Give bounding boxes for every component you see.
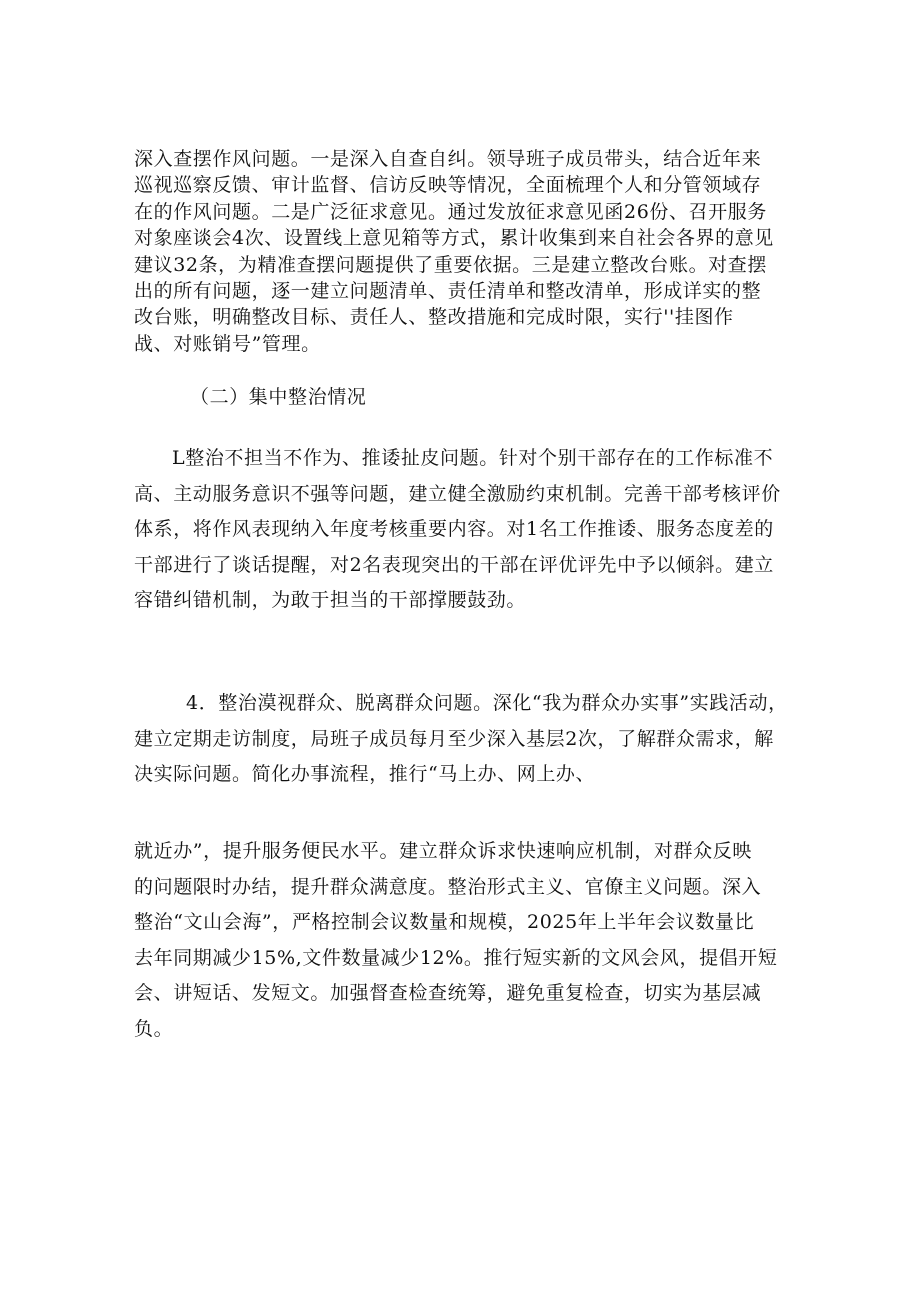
paragraph-line: 建议32条，为精准查摆问题提供了重要依据。三是建立整改台账。对查摆	[134, 253, 767, 276]
paragraph-line: 高、主动服务意识不强等问题，建立健全激励约束机制。完善干部考核评价	[134, 482, 781, 505]
paragraph-line: 决实际问题。简化办事流程，推行“马上办、网上办、	[134, 763, 596, 786]
paragraph-line: 建立定期走访制度，局班子成员每月至少深入基层2次，了解群众需求，解	[134, 727, 774, 750]
paragraph-line: 的问题限时办结，提升群众满意度。整治形式主义、官僚主义问题。深入	[134, 875, 762, 898]
paragraph-line: 负。	[134, 1017, 174, 1040]
paragraph-line: 去年同期减少15%,文件数量减少12%。推行短实新的文风会风，提倡开短	[134, 946, 778, 969]
paragraph-rectification-masses	[134, 686, 788, 793]
paragraph-line: L整治不担当不作为、推诿扯皮问题。针对个别干部存在的工作标准不	[172, 447, 774, 469]
paragraph-investigation	[134, 146, 774, 357]
paragraph-rectification-formalism	[134, 834, 778, 1048]
paragraph-line: 就近办”，提升服务便民水平。建立群众诉求快速响应机制，对群众反映	[134, 840, 752, 862]
paragraph-line: 整治“文山会海”，严格控制会议数量和规模，2025年上半年会议数量比	[134, 911, 755, 934]
paragraph-line: 出的所有问题，逐一建立问题清单、责任清单和整改清单，形成详实的整	[134, 280, 762, 303]
paragraph-line: 干部进行了谈话提醒，对2名表现突出的干部在评优评先中予以倾斜。建立	[134, 553, 774, 576]
paragraph-line: 会、讲短话、发短文。加强督查检查统筹，避免重复检查，切实为基层减	[134, 982, 762, 1005]
paragraph-line: 战、对账销号”管理。	[134, 332, 321, 355]
paragraph-line: 对象座谈会4次、设置线上意见箱等方式，累计收集到来自社会各界的意见	[134, 227, 774, 250]
section-heading: （二）集中整治情况	[190, 386, 367, 408]
paragraph-line: 深入查摆作风问题。一是深入自查自纠。领导班子成员带头，结合近年来	[134, 148, 762, 170]
paragraph-line: 4．整治漠视群众、脱离群众问题。深化“我为群众办实事”实践活动，	[186, 692, 788, 714]
paragraph-line: 改台账，明确整改目标、责任人、整改措施和完成时限，实行''挂图作	[134, 306, 734, 329]
paragraph-line: 巡视巡察反馈、审计监督、信访反映等情况，全面梳理个人和分管领域存	[134, 174, 762, 197]
paragraph-line: 容错纠错机制，为敢于担当的干部撑腰鼓劲。	[134, 589, 527, 612]
paragraph-rectification-responsibility	[134, 441, 781, 619]
paragraph-line: 体系，将作风表现纳入年度考核重要内容。对1名工作推诿、服务态度差的	[134, 518, 774, 541]
paragraph-line: 在的作风问题。二是广泛征求意见。通过发放征求意见函26份、召开服务	[134, 200, 767, 223]
